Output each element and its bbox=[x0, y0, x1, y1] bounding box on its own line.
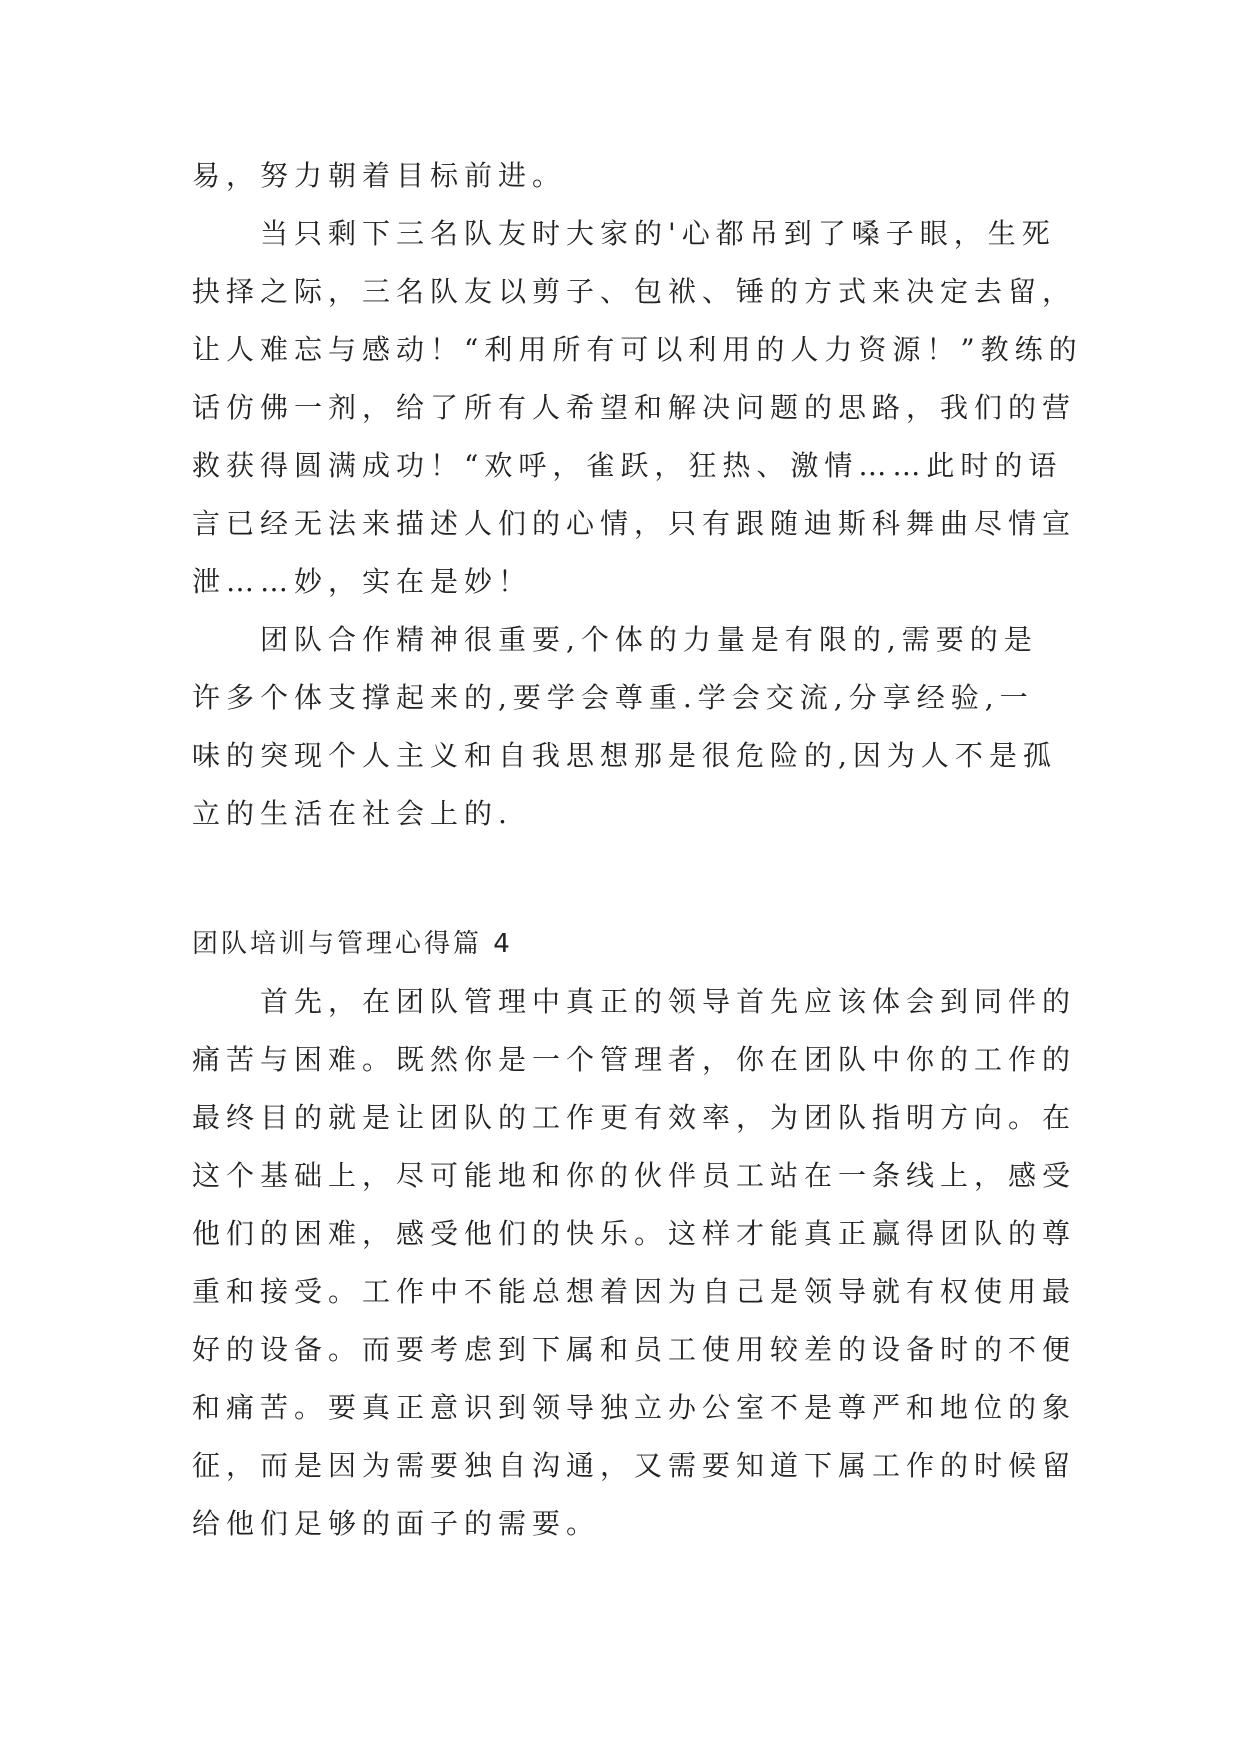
paragraph-line: 好的设备。而要考虑到下属和员工使用较差的设备时的不便 bbox=[192, 1333, 1077, 1366]
paragraph-line: 最终目的就是让团队的工作更有效率，为团队指明方向。在 bbox=[192, 1101, 1077, 1134]
paragraph-line: 团队合作精神很重要,个体的力量是有限的,需要的是 bbox=[260, 623, 1038, 656]
paragraph-line: 这个基础上，尽可能地和你的伙伴员工站在一条线上，感受 bbox=[192, 1159, 1077, 1192]
paragraph-line: 他们的困难，感受他们的快乐。这样才能真正赢得团队的尊 bbox=[192, 1217, 1077, 1250]
paragraph-line: 抉择之际，三名队友以剪子、包袱、锤的方式来决定去留， bbox=[192, 275, 1077, 308]
paragraph-line: 立的生活在社会上的. bbox=[192, 797, 513, 830]
paragraph-line: 泄……妙，实在是妙！ bbox=[192, 565, 533, 598]
paragraph-line: 话仿佛一剂，给了所有人希望和解决问题的思路，我们的营 bbox=[192, 391, 1077, 424]
section-heading: 团队培训与管理心得篇 4 bbox=[192, 929, 513, 959]
paragraph-line: 许多个体支撑起来的,要学会尊重.学会交流,分享经验,一 bbox=[192, 681, 1034, 714]
paragraph-line: 让人难忘与感动！“利用所有可以利用的人力资源！”教练的 bbox=[192, 333, 1083, 366]
paragraph-line: 给他们足够的面子的需要。 bbox=[192, 1507, 601, 1540]
paragraph-line: 痛苦与困难。既然你是一个管理者，你在团队中你的工作的 bbox=[192, 1043, 1077, 1076]
paragraph-line: 征，而是因为需要独自沟通，又需要知道下属工作的时候留 bbox=[192, 1449, 1077, 1482]
paragraph-line: 当只剩下三名队友时大家的'心都吊到了嗓子眼，生死 bbox=[260, 217, 1056, 250]
paragraph-line: 和痛苦。要真正意识到领导独立办公室不是尊严和地位的象 bbox=[192, 1391, 1077, 1424]
paragraph-line: 重和接受。工作中不能总想着因为自己是领导就有权使用最 bbox=[192, 1275, 1077, 1308]
paragraph-line: 味的突现个人主义和自我思想那是很危险的,因为人不是孤 bbox=[192, 739, 1057, 772]
paragraph-line: 救获得圆满成功！“欢呼，雀跃，狂热、激情……此时的语 bbox=[192, 449, 1063, 482]
paragraph-line: 易，努力朝着目标前进。 bbox=[192, 159, 567, 192]
paragraph-line: 首先，在团队管理中真正的领导首先应该体会到同伴的 bbox=[260, 985, 1077, 1018]
paragraph-line: 言已经无法来描述人们的心情，只有跟随迪斯科舞曲尽情宣 bbox=[192, 507, 1077, 540]
